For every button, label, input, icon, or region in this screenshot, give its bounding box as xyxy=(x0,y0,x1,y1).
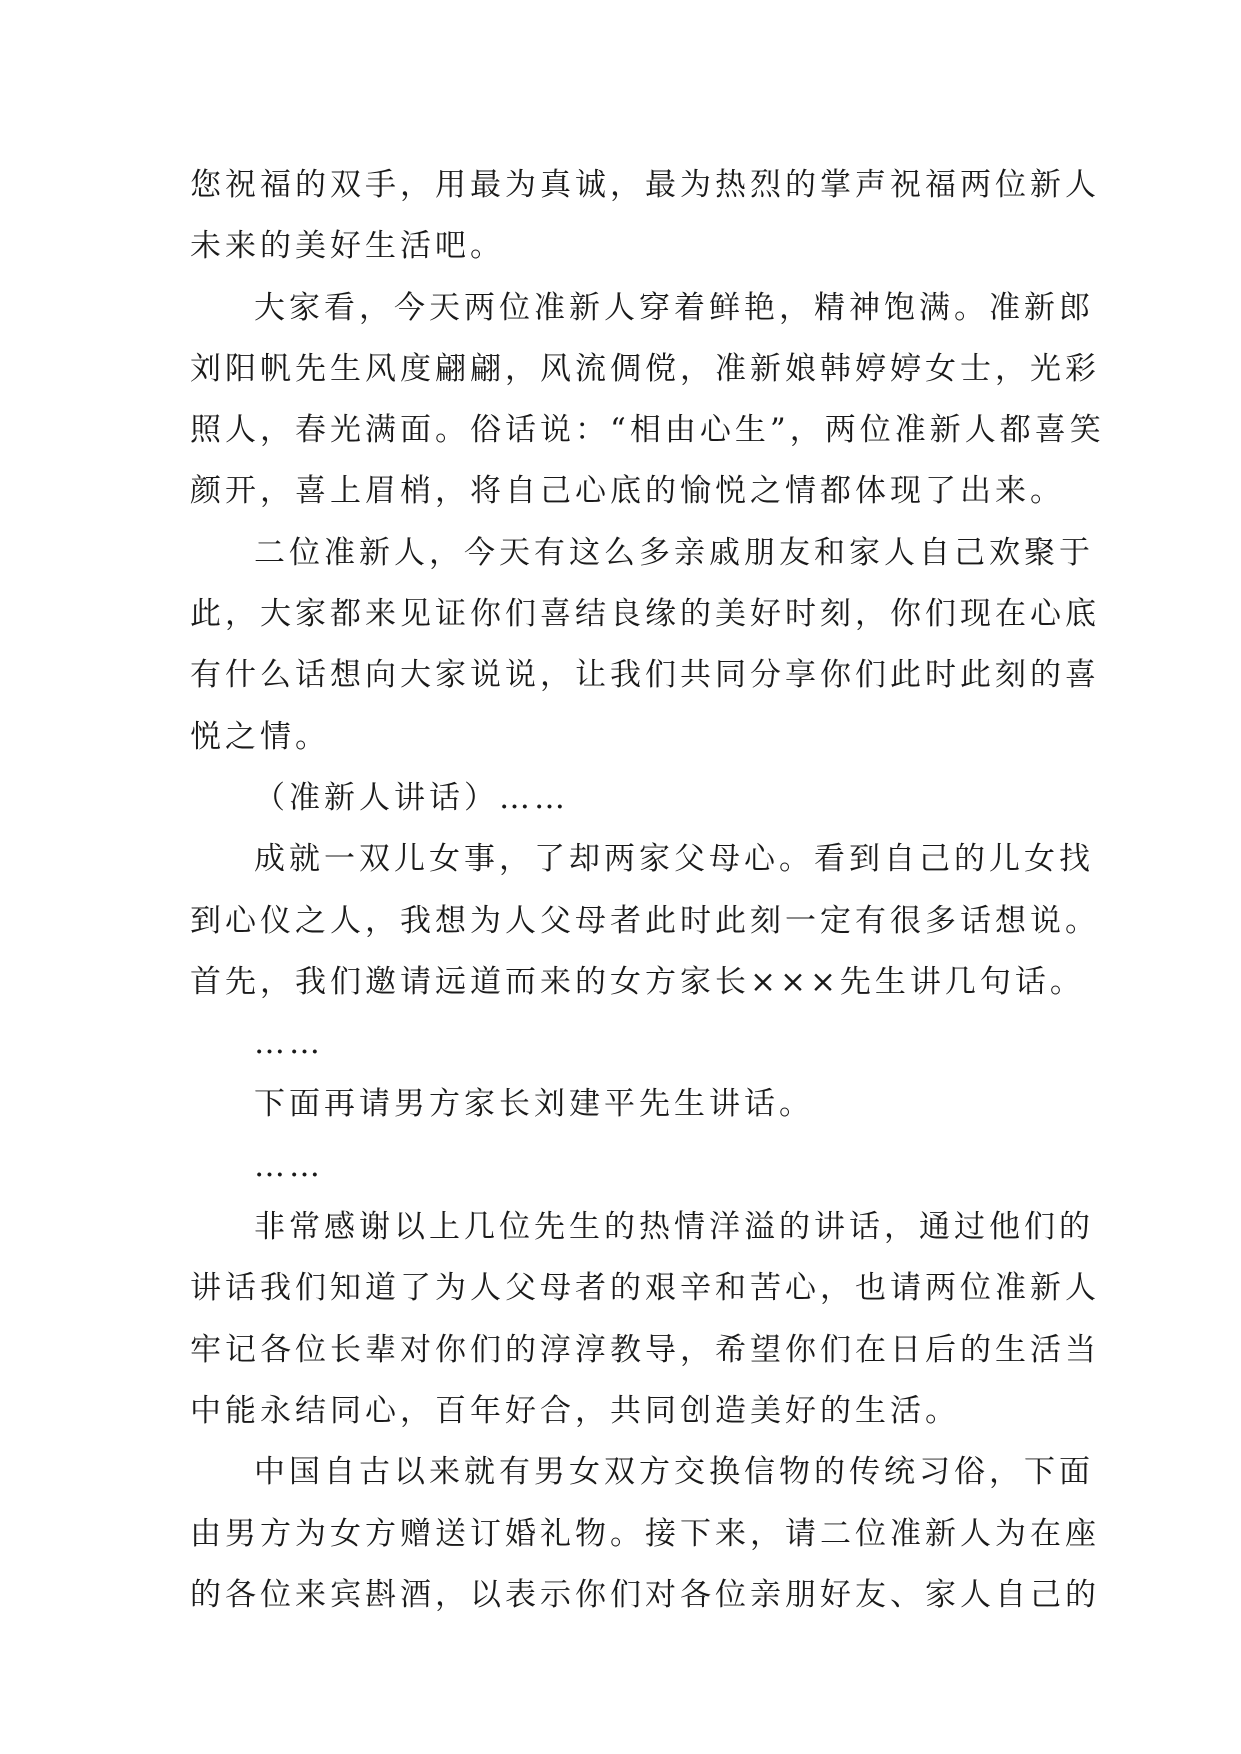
paragraph xyxy=(190,1197,1100,1442)
paragraph xyxy=(190,1013,1050,1074)
paragraph xyxy=(190,278,1105,523)
text-line: 颜开，喜上眉梢，将自己心底的愉悦之情都体现了出来。 xyxy=(190,473,1065,510)
paragraph xyxy=(190,1074,1050,1135)
text-line: 首先，我们邀请远道而来的女方家长×××先生讲几句话。 xyxy=(190,963,1085,1000)
text-line: 的各位来宾斟酒，以表示你们对各位亲朋好友、家人自己的 xyxy=(190,1576,1100,1613)
text-line: 照人，春光满面。俗话说：“相由心生”，两位准新人都喜笑 xyxy=(190,412,1105,449)
text-line: 讲话我们知道了为人父母者的艰辛和苦心，也请两位准新人 xyxy=(190,1270,1100,1307)
paragraph xyxy=(190,1442,1100,1626)
text-line: 非常感谢以上几位先生的热情洋溢的讲话，通过他们的 xyxy=(254,1209,1094,1246)
text-line: （准新人讲话）…… xyxy=(254,779,569,816)
text-line: 大家看，今天两位准新人穿着鲜艳，精神饱满。准新郎 xyxy=(254,289,1094,326)
text-line: 到心仪之人，我想为人父母者此时此刻一定有很多话想说。 xyxy=(190,902,1100,939)
paragraph xyxy=(190,768,1050,829)
text-line: 您祝福的双手，用最为真诚，最为热烈的掌声祝福两位新人 xyxy=(190,167,1100,203)
text-line: …… xyxy=(254,1147,324,1184)
document-page xyxy=(190,155,1105,1626)
text-line: 未来的美好生活吧。 xyxy=(190,228,505,265)
text-line: …… xyxy=(254,1025,324,1062)
paragraph xyxy=(190,829,1100,1013)
paragraph xyxy=(190,155,1100,278)
text-line: 中国自古以来就有男女双方交换信物的传统习俗，下面 xyxy=(254,1454,1094,1491)
text-line: 悦之情。 xyxy=(190,718,330,755)
text-line: 有什么话想向大家说说，让我们共同分享你们此时此刻的喜 xyxy=(190,657,1100,694)
text-line: 刘阳帆先生风度翩翩，风流倜傥，准新娘韩婷婷女士，光彩 xyxy=(190,350,1100,387)
text-line: 中能永结同心，百年好合，共同创造美好的生活。 xyxy=(190,1392,960,1429)
text-line: 成就一双儿女事，了却两家父母心。看到自己的儿女找 xyxy=(254,841,1094,878)
text-line: 下面再请男方家长刘建平先生讲话。 xyxy=(254,1086,814,1123)
text-line: 此，大家都来见证你们喜结良缘的美好时刻，你们现在心底 xyxy=(190,596,1100,633)
text-line: 二位准新人，今天有这么多亲戚朋友和家人自己欢聚于 xyxy=(254,534,1094,571)
text-line: 牢记各位长辈对你们的淳淳教导，希望你们在日后的生活当 xyxy=(190,1331,1100,1368)
paragraph xyxy=(190,1136,1050,1197)
paragraph xyxy=(190,523,1100,768)
text-line: 由男方为女方赠送订婚礼物。接下来，请二位准新人为在座 xyxy=(190,1515,1100,1552)
